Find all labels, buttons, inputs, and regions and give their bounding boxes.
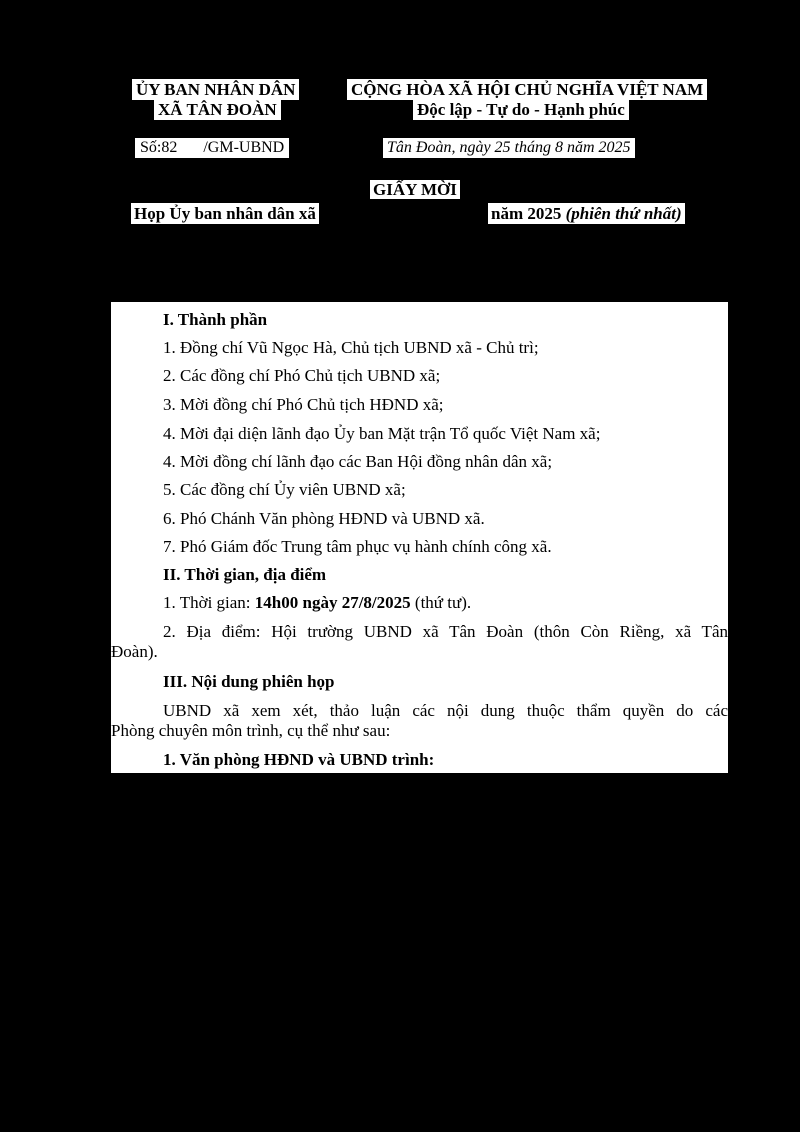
section1-heading: I. Thành phần: [163, 310, 268, 329]
meeting-time-prefix: 1. Thời gian:: [163, 593, 255, 612]
document-title: GIẤY MỜI: [370, 180, 460, 199]
national-title: CỘNG HÒA XÃ HỘI CHỦ NGHĨA VIỆT NAM: [347, 79, 707, 100]
document-subtitle-right: [488, 203, 685, 224]
attendee-item: 4. Mời đại diện lãnh đạo Ủy ban Mặt trận Tổ quốc Việt Nam xã;: [163, 424, 601, 443]
agenda-intro-line2: Phòng chuyên môn trình, cụ thể như sau:: [111, 721, 391, 740]
document-subtitle-left: Họp Ủy ban nhân dân xã: [131, 203, 319, 224]
document-body: [111, 302, 728, 773]
national-motto: Độc lập - Tự do - Hạnh phúc: [413, 99, 629, 120]
attendee-item: 1. Đồng chí Vũ Ngọc Hà, Chủ tịch UBND xã - Chủ trì;: [163, 338, 539, 357]
meeting-time: [111, 593, 728, 613]
section2-heading: II. Thời gian, địa điểm: [163, 565, 327, 584]
document-number-prefix: Số:82: [140, 139, 178, 156]
subtitle-year: năm 2025: [491, 204, 566, 223]
meeting-place-line1: 2. Địa điểm: Hội trường UBND xã Tân Đoàn (thôn Còn Riềng, xã Tân: [163, 622, 728, 641]
agency-name-line2: XÃ TÂN ĐOÀN: [154, 99, 281, 120]
attendee-item: 6. Phó Chánh Văn phòng HĐND và UBND xã.: [163, 509, 485, 528]
attendee-item: 4. Mời đồng chí lãnh đạo các Ban Hội đồng nhân dân xã;: [163, 452, 553, 471]
meeting-place-line2: Đoàn).: [111, 642, 158, 661]
section3-heading: III. Nội dung phiên họp: [163, 672, 335, 691]
attendee-item: 2. Các đồng chí Phó Chủ tịch UBND xã;: [163, 366, 441, 385]
document-number-suffix: /GM-UBND: [203, 139, 285, 156]
attendee-item: 7. Phó Giám đốc Trung tâm phục vụ hành chính công xã.: [163, 537, 552, 556]
agenda-intro-line1: UBND xã xem xét, thảo luận các nội dung thuộc thẩm quyền do các: [163, 701, 728, 720]
attendee-item: 3. Mời đồng chí Phó Chủ tịch HĐND xã;: [163, 395, 444, 414]
document-number: [135, 138, 289, 158]
agenda-sub1-heading: 1. Văn phòng HĐND và UBND trình:: [163, 750, 435, 769]
subtitle-session: (phiên thứ nhất): [565, 204, 682, 223]
attendee-item: 5. Các đồng chí Ủy viên UBND xã;: [163, 480, 406, 499]
meeting-time-suffix: (thứ tư).: [410, 593, 472, 612]
meeting-time-value: 14h00 ngày 27/8/2025: [254, 593, 411, 612]
agency-name-line1: ỦY BAN NHÂN DÂN: [132, 79, 299, 100]
place-date: Tân Đoàn, ngày 25 tháng 8 năm 2025: [383, 138, 635, 158]
